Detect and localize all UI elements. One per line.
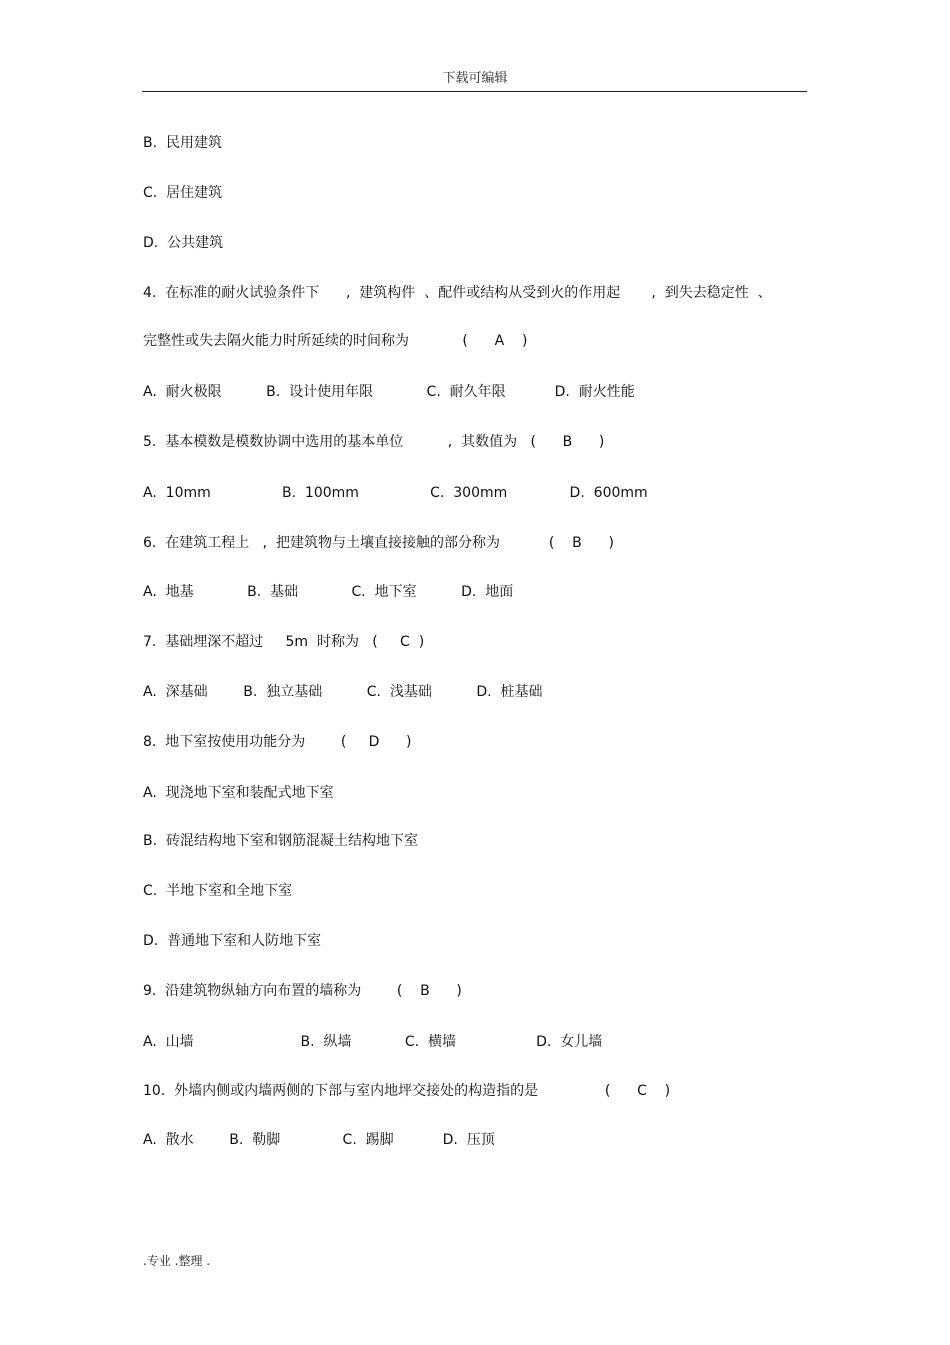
- option-line: A. 散水 B. 勒脚 C. 踢脚 D. 压顶: [143, 1132, 495, 1148]
- question-line: 4. 在标准的耐火试验条件下 , 建筑构件 、配件或结构从受到火的作用起 , 到失去稳定性 、: [143, 285, 772, 301]
- question-line: 5. 基本模数是模数协调中选用的基本单位 , 其数值为 ( B ): [143, 434, 605, 450]
- option-line: D. 公共建筑: [143, 235, 224, 251]
- page-footer: .专业 .整理 .: [143, 1254, 211, 1268]
- question-line: 8. 地下室按使用功能分为 ( D ): [143, 734, 412, 750]
- option-line: A. 现浇地下室和装配式地下室: [143, 785, 334, 801]
- question-line: 10. 外墙内侧或内墙两侧的下部与室内地坪交接处的构造指的是 ( C ): [143, 1083, 671, 1099]
- option-line: D. 普通地下室和人防地下室: [143, 933, 322, 949]
- question-line: 9. 沿建筑物纵轴方向布置的墙称为 ( B ): [143, 983, 462, 999]
- option-line: A. 耐火极限 B. 设计使用年限 C. 耐久年限 D. 耐火性能: [143, 384, 635, 400]
- question-line: 完整性或失去隔火能力时所延续的时间称为 ( A ): [143, 333, 528, 349]
- option-line: A. 10mm B. 100mm C. 300mm D. 600mm: [143, 485, 648, 501]
- option-line: B. 民用建筑: [143, 135, 222, 151]
- option-line: A. 地基 B. 基础 C. 地下室 D. 地面: [143, 584, 514, 600]
- option-line: C. 半地下室和全地下室: [143, 883, 293, 899]
- header-divider: [142, 91, 807, 92]
- page-header: 下载可编辑: [442, 71, 508, 86]
- question-line: 6. 在建筑工程上 , 把建筑物与土壤直接接触的部分称为 ( B ): [143, 535, 614, 551]
- option-line: C. 居住建筑: [143, 185, 223, 201]
- option-line: A. 深基础 B. 独立基础 C. 浅基础 D. 桩基础: [143, 684, 543, 700]
- question-line: 7. 基础埋深不超过 5m 时称为 ( C ): [143, 634, 425, 650]
- option-line: A. 山墙 B. 纵墙 C. 横墙 D. 女儿墙: [143, 1034, 603, 1050]
- option-line: B. 砖混结构地下室和钢筋混凝土结构地下室: [143, 833, 418, 849]
